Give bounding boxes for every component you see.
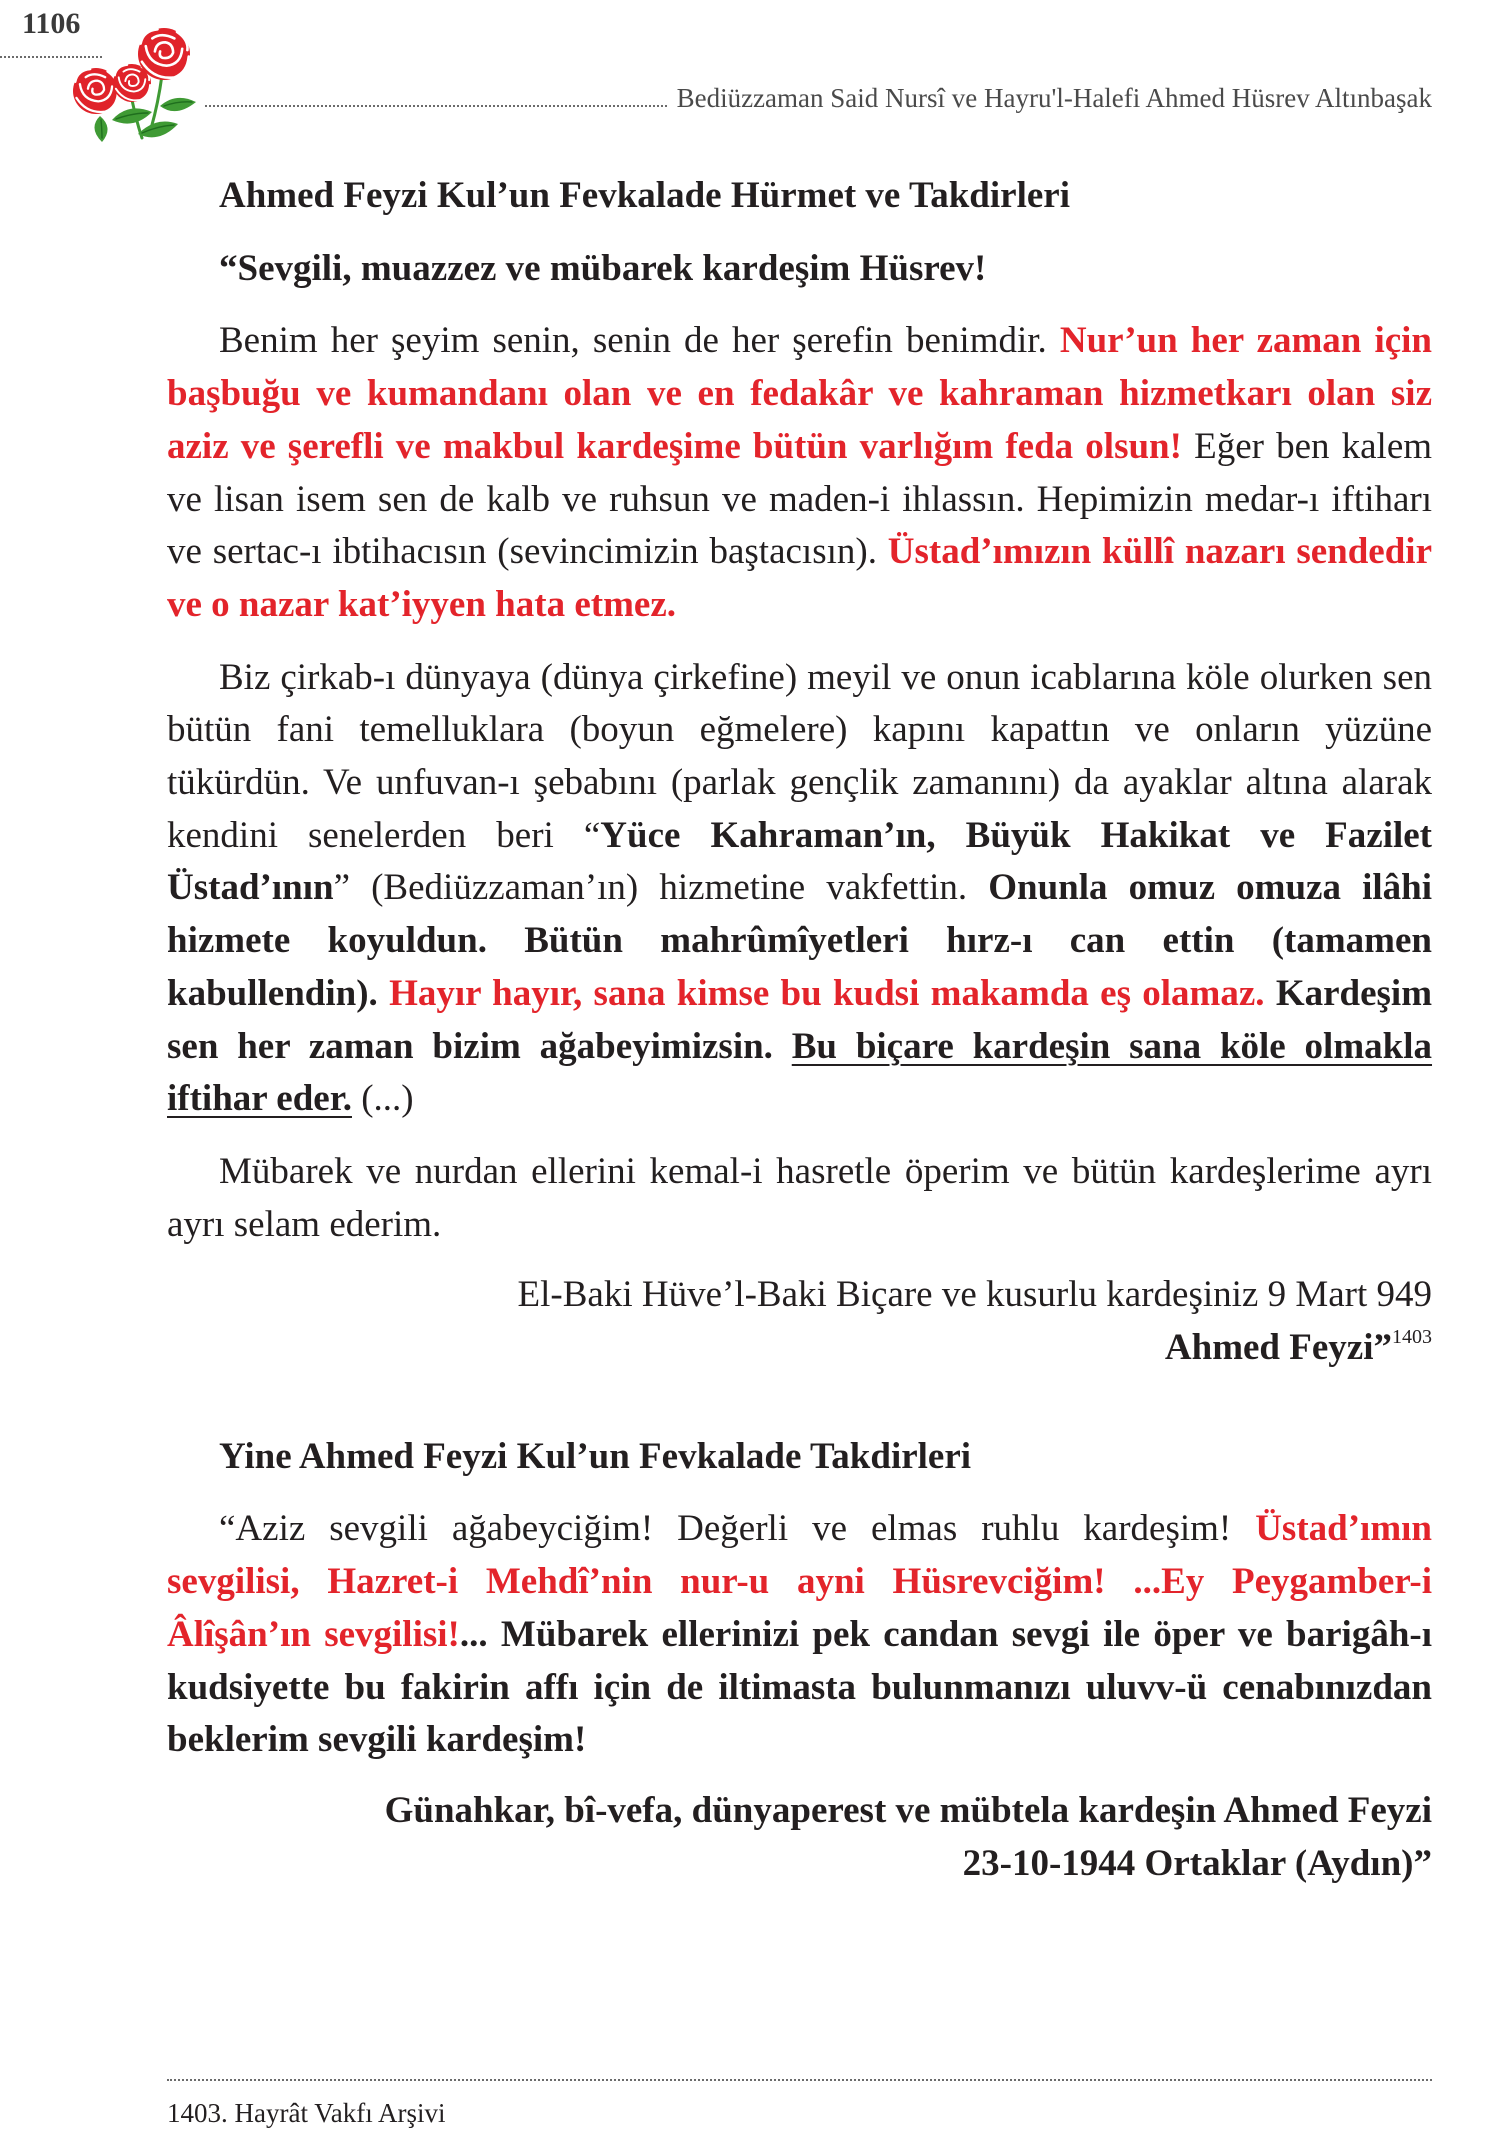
page-number: 1106 [22, 7, 81, 40]
bold-text: Onunla omuz omuza ilâhi hizmete koyuldun. Bütün mahrûmîyetleri hırz-ı can ettin (tamamen kabullendin). [167, 867, 1432, 1014]
signature-block [167, 1269, 1432, 1374]
signature-line: Günahkar, bî-vefa, dünyaperest ve mübtela kardeşin Ahmed Feyzi [384, 1789, 1432, 1831]
letter-salutation: “Sevgili, muazzez ve mübarek kardeşim Hüsrev! [219, 247, 987, 289]
underlined-bold-text: Bu biçare kardeşin sana köle olmakla iftihar eder. [167, 1025, 1433, 1120]
footnote: 1403. Hayrât Vakfı Arşivi [167, 2098, 446, 2128]
bold-text: Yüce Kahraman’ın, Büyük Hakikat ve Fazilet Üstad’ının [167, 814, 1432, 909]
signature-name [167, 1322, 1432, 1375]
letter-paragraph [167, 1503, 1432, 1767]
red-emphasis-text: Üstad’ımızın küllî nazarı sendedir ve o nazar kat’iyyen hata etmez. [167, 531, 1432, 625]
footnote-dotted-rule [167, 2079, 1432, 2081]
text-run: ” (Bediüzzaman’ın) hizmetine vakfettin. [333, 867, 968, 909]
text-run: “Aziz sevgili ağabeyciğim! Değerli ve elmas ruhlu kardeşim! [219, 1508, 1232, 1550]
section-heading: Yine Ahmed Feyzi Kul’un Fevkalade Takdirleri [219, 1435, 972, 1477]
letter-paragraph [167, 652, 1432, 1126]
section-heading: Ahmed Feyzi Kul’un Fevkalade Hürmet ve Takdirleri [219, 175, 1070, 216]
signature-name-text: Ahmed Feyzi” [1164, 1327, 1392, 1369]
rose-icon [73, 68, 119, 114]
rose-icon [138, 28, 190, 80]
letter-paragraph [167, 315, 1432, 631]
red-emphasis-text: Üstad’ımın sevgilisi, Hazret-i Mehdî’nin nur-u ayni Hüsrevciğim! ...Ey Peygamber-i Âlîşân’ın sevgilisi! [167, 1508, 1433, 1655]
signature-date-place: 23-10-1944 Ortaklar (Aydın)” [962, 1842, 1432, 1884]
text-run: Benim her şeyim senin, senin de her şerefin benimdir. [219, 320, 1047, 362]
running-header [205, 76, 1432, 116]
footnote-reference: 1403 [1392, 1326, 1432, 1349]
text-run: Biz çirkab-ı dünyaya (dünya çirkefine) meyil ve onun icablarına köle olurken sen bütün fani temelluklara (boyun eğmelere) kapını kapattın ve onların yüzüne tükürdün. Ve unfuvan-ı şebabını (parlak gençlik zamanını) da ayaklar altına alarak kendini senelerden beri “ [167, 656, 1432, 856]
red-emphasis-text: Nur’un her zaman için başbuğu ve kumandanı olan ve en fedakâr ve kahraman hizmetkarı olan siz aziz ve şerefli ve makbul kardeşime bütün varlığım feda olsun! [167, 320, 1433, 467]
running-header-title: Bediüzzaman Said Nursî ve Hayru'l-Halefi Ahmed Hüsrev Altınbaşak [676, 83, 1432, 113]
letter-paragraph: Mübarek ve nurdan ellerini kemal-i hasretle öperim ve bütün kardeşlerime ayrı ayrı selam ederim. [167, 1150, 1432, 1245]
header-dotted-leader [205, 105, 667, 107]
rose-bouquet-icon [62, 20, 212, 150]
text-run: (...) [361, 1078, 414, 1120]
bold-text: ... Mübarek ellerinizi pek candan sevgi ile öper ve barigâh-ı kudsiyette bu fakirin affı için de iltimasta bulunmanızı uluvv-ü cenabınızdan beklerim sevgili kardeşim! [167, 1613, 1432, 1761]
signature-block [167, 1785, 1432, 1890]
text-run: Eğer ben kalem ve lisan isem sen de kalb ve ruhsun ve maden-i ihlassın. Hepimizin medar-ı iftiharı ve sertac-ı ibtihacısın (sevincimizin baştacısın). [167, 425, 1433, 573]
bold-text: Kardeşim sen her zaman bizim ağabeyimizsin. [167, 972, 1433, 1067]
red-emphasis-text: Hayır hayır, sana kimse bu kudsi makamda eş olamaz. [389, 972, 1265, 1014]
page-body [167, 170, 1432, 1890]
signature-line: El-Baki Hüve’l-Baki Biçare ve kusurlu kardeşiniz 9 Mart 949 [517, 1274, 1432, 1316]
